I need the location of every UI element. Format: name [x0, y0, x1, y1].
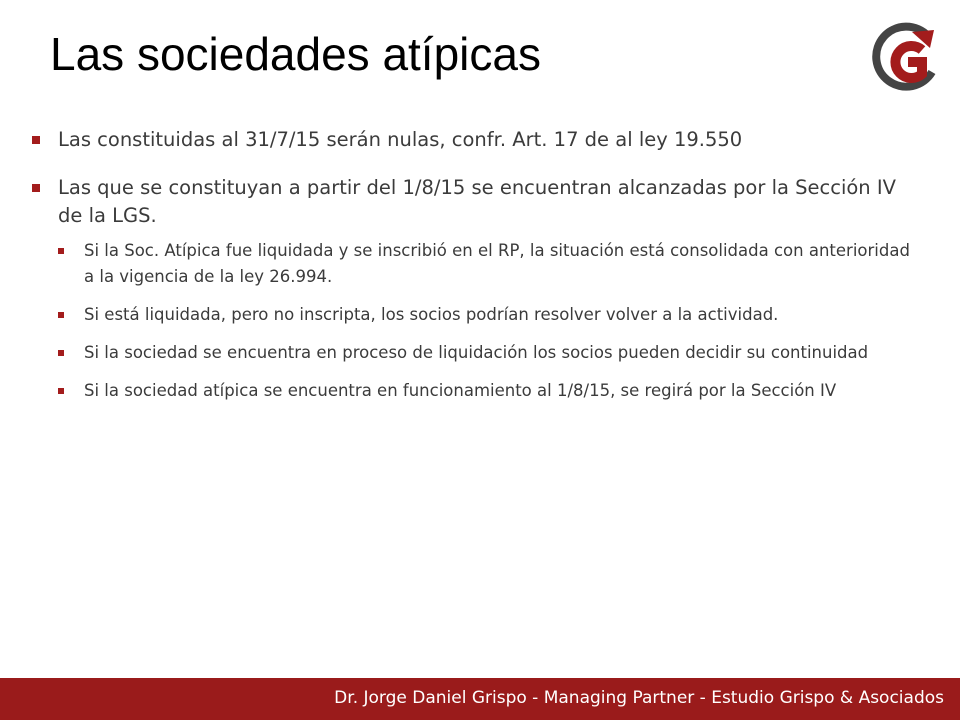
sub-bullet-item	[58, 340, 914, 366]
sub-bullet-list	[58, 238, 912, 404]
footer-text: Dr. Jorge Daniel Grispo - Managing Partner - Estudio Grispo & Asociados	[334, 688, 944, 708]
square-bullet-icon	[58, 248, 64, 254]
sub-bullet-text: Si la sociedad se encuentra en proceso de liquidación los socios pueden decidir su continuidad	[84, 343, 869, 362]
slide-content	[32, 126, 912, 424]
slide-title: Las sociedades atípicas	[50, 28, 541, 80]
sub-bullet-item	[58, 302, 914, 328]
bullet-text: Las que se constituyan a partir del 1/8/15 se encuentran alcanzadas por la Sección IV de la LGS.	[58, 176, 896, 227]
square-bullet-icon	[58, 350, 64, 356]
sub-bullet-item	[58, 378, 914, 404]
square-bullet-icon	[32, 136, 40, 144]
square-bullet-icon	[32, 184, 40, 192]
sub-bullet-text: Si está liquidada, pero no inscripta, los socios podrían resolver volver a la actividad.	[84, 305, 779, 324]
bullet-item	[32, 174, 912, 404]
bullet-item	[32, 126, 912, 154]
sub-bullet-item	[58, 238, 914, 290]
bullet-text: Las constituidas al 31/7/15 serán nulas, confr. Art. 17 de al ley 19.550	[58, 128, 743, 151]
square-bullet-icon	[58, 388, 64, 394]
square-bullet-icon	[58, 312, 64, 318]
footer-bar	[0, 678, 960, 720]
grispo-logo-icon	[872, 22, 942, 92]
sub-bullet-text: Si la Soc. Atípica fue liquidada y se inscribió en el RP, la situación está consolidada con anterioridad a la vigencia de la ley 26.994.	[84, 241, 910, 286]
sub-bullet-text: Si la sociedad atípica se encuentra en funcionamiento al 1/8/15, se regirá por la Sección IV	[84, 381, 837, 400]
